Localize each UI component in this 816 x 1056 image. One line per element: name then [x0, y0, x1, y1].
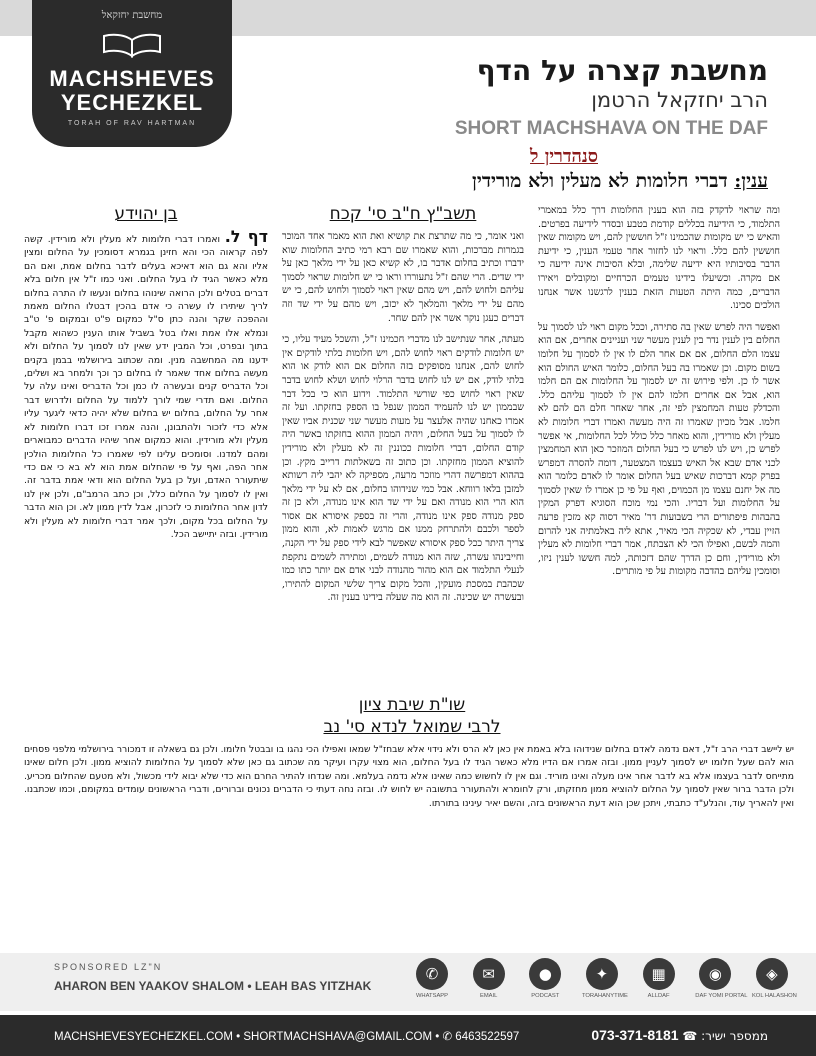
daf-lead: דף ל. — [224, 227, 269, 246]
icon-label: ALLDAF — [647, 993, 670, 999]
podcast-icon: ● — [529, 958, 561, 990]
rabbi-name: הרב יחזקאל הרטמן — [591, 88, 768, 112]
kolhalashon-icon: ◈ — [756, 958, 788, 990]
alldaf-icon: ▦ — [643, 958, 675, 990]
link-alldaf[interactable] — [639, 958, 679, 1006]
footer-contacts — [54, 1029, 519, 1043]
whatsapp-number[interactable]: 6463522597 — [455, 1031, 520, 1043]
link-torahanytime[interactable] — [581, 958, 628, 1006]
torahanytime-icon: ✦ — [586, 958, 618, 990]
section-heading-tashbetz: תשב"ץ ח"ב סי' קכח — [329, 204, 477, 224]
icon-label: WHATSAPP — [415, 993, 449, 999]
paragraph — [24, 227, 269, 541]
section-heading-shivas-tzion: שו"ת שיבת ציון — [358, 695, 466, 715]
contact-icon-row — [412, 958, 797, 1006]
paragraph: ואפשר היה לפרש שאין בה סתירה, וככל מקום ראוי לנו לסמוך על החלום בין לענין נדר בין לענין מעשר שני ועניינים אחרים, אם הוא עצמו הלם החלום, אם אם אחר הלם לו אין לו לסמוך על חלומו בשום מקום. וכן שאמרו בה בעל החלום, כלומר האיש החולם הוא אשר לו כן. ולפי פירוש זה יש לסמוך על החלומות אם הם חלמו הוא, אבל אם אחרים חלמו להם אין לו לסמוך עליהם כלל. והכדלק טעות המחמצין לפי זה, אחר שאחר חלם הם להם לא חלמו. אבל מכיון שאמרו זה היה מעשה ואמרו דברי חלומות לא מעלין ולא מורידין, והוא מאחר כלל כולל לכל החלומות, אי אפשר לפרש כן, ויש לנו לפרש כי בעל החלום המוזכר כאן הוא המחמצין לכני אדם שבא אל האיש בעצמו המצטער, דומה להסרה דמפרש בפרק קמא דברכות שאיש בעל החלום אומר לו לאדם כלומר הוא מה אל יחנם עצמו מן הכמוים, ואף על פי כן אמרו לו שאין לסמוך על החלומות ועל דבריו. והכי נמי מוכח הסוגיא דפרק המקין בהבהות פיפתורים הרי בשבועות דר' מאיר דסוה קא מזכין פרעה הזיין עבדי, לא שכקיה הכי מאיר, אתא ליה באלמתיה אני להרום והמה לבשם, ואפילו הכי לא הצבתח, אמר דברי חלומות לא מעלין ולא מורידין, וחם כן הדרך שהם דזכותה, למה חששו לענין ניזו, וסומכין עליהם בהדבה מקומות על פי מותרים. — [538, 321, 780, 578]
icon-label: DAF YOMI PORTAL — [695, 993, 748, 999]
open-book-icon — [102, 30, 162, 60]
topic-line — [472, 170, 768, 193]
icon-label: TORAHANYTIME — [581, 993, 628, 999]
footer — [0, 1015, 816, 1056]
paragraph-text: ואמרו דברי חלומות לא מעלין ולא מורידין. קשה לפה קראוה הכי והא חזינן בגמרא דסומכין על החלום ומצין אליו והא גם הוא דאיכא בעלים לדבר בחלום אמת, ואם הם מלא כאשר הגיד לו בעל החלום. ואני כמו ז"ל אין חלום בלא דברים בטלים ולכן הרואה שינוהו בחלום ונעשו לו התרה בחלום לריך שיתירו לו עשרה כי אדם בהכין דבטלו החלום מאמת וההפכה שקר והנה כתן ס"ל כמקום פ"ט ובמקום פ' ט"ב ונמלא אלו אמת ואלו בטל בשביל אותו הענין כשהוא מקבל בתוך ובפרט, וכל המבין ידע שאין לנו לסמוך על החלום ולא ידענו מה המחשבה מנין. ומה שכתוב בירושלמי בבמן בקנים מעשה בחלום אחד שאמר לו בחלום כך וכך ולמחר בא ושלים, וכל הדבריס קנים ובעשרה לו כמן וכל הדבריס ואינו עלה על החלום. ואם תדרי שמי לורך ללמוד על החלום ולדרוש דבר אחר על החלום, בחלום יש בחלום שלא יהיה כדאי ליגער עליו אלא כדי לזכור ולהתבונן, והנה אמרו זכו דברו חלומות לא מעלין ולא מורידין. והוא כמקום אחר שיהיו הדברים כמבוארים ומהם למדנו. וסומכים עלינו לפי שאמרו כל החלומות הולכין אחר הפה, ואף על פי שהחלום אמת הוא לא בא כי אם כדי שיתעורר האדם, ועל כן בעל החלום הוא ודאי אמת בדבר זה. ואין לו לסמוך על החלום כלל, וכן כתב הרמב"ם, ולכן אין לנו לדון אחר החלומות כי לזכרון, אבל לדין ממון לא. וכן הוא הדבר על החלום בכל מקום, ולכך אמר דברי חלומות לא מעלין ולא מורידין. ובזה יתיישב הכל. — [24, 234, 268, 540]
paragraph: יש ליישב דברי הרב ז"ל, דאם נדמה לאדם בחלום שנידוהו בלא באמת אין כאן לא הרס ולא נידוי אלא שבחז"ל שמאו ואפילו הכי נהגו בו ובבטל חלומו. ולכן גם בשאלה זו דמכורר בירושלמי מלפני פסחים הוא להם שעל חלומו יש לסמוך לעניין ממון. ובזה אמרו אם הדיו מלא כאשר הגיד לו בעל החלום, הוא מצוי עקרו ועיקר מה שכתוב גם כאן שלא לסמוך על החלומות להוציא ממון. ולכן חלום שאינו מתייחס לדבר בעצמו אלא בא לדבר אחר אינו מעלה ואינו מוריד. וגם אין לו לחשוש כמה שאינו אלא נדמה בעלמא. ומה שנדחו להתיר החרם הוא כדי שלא יבוא לידי מכשול, ולא מטעם שהחלום מכריע. ולכן הדבר ברור שאין לסמוך על החלום להוציא ממון מחזקתו, ורק לחומרא ולהתעורר בתשובה יש לחוש לו. ובזה נחה דעתי כי הדברים נכונים וברורים, ודברי הראשונים עומדים במקומם, וכמו שכתבנו. ואין להאריך עוד, והנלע"ד כתבתי, ויתכן שכן הוא דעת הראשונים בזה, והשם יאיר עינינו בתורתו. — [24, 744, 794, 809]
sponsor-label: SPONSORED LZ"N — [54, 962, 163, 972]
icon-label: EMAIL — [479, 993, 498, 999]
column-left — [24, 204, 268, 549]
page-title-hebrew: מחשבת קצרה על הדף — [476, 54, 768, 87]
logo-line1: MACHSHEVES — [49, 66, 215, 91]
email-link[interactable]: SHORTMACHSHAVA@GMAIL.COM — [243, 1031, 433, 1043]
email-icon: ✉ — [473, 958, 505, 990]
topic-label: ענין: — [734, 170, 768, 192]
link-whatsapp[interactable] — [412, 958, 452, 1006]
hotline — [591, 1027, 768, 1043]
whatsapp-icon: ✆ — [442, 1031, 456, 1043]
link-email[interactable] — [469, 958, 509, 1006]
paragraph: ואני אומר, כי מה שתרצת את קושיא ואת הוא מאמר אחד המוכר בגמרות מברכות, והוא שאמרו שם רבא רמי כתיב החלומות שוא ידברו וכתיב בחלום אדבר בו, לא קשיא כאן על ידי מלאך כאן על ידי שדים. הרי שהם ז"ל נתעוררו וראו כי יש חלומות שראוי לסמוך עליהם ולחוש להם, ויש מהם שאין ראוי לסמוך ולחוש להם, כי יש מהם על ידי מלאך והמלאך לא יכזב, ויש מהם על ידי שד וזה דברים כעגן נוקר אשר אין להם שחר. — [282, 231, 524, 324]
link-kolhalashon[interactable] — [751, 958, 797, 1006]
link-podcast[interactable] — [525, 958, 565, 1006]
phone-icon: ☎ — [682, 1029, 698, 1043]
page-title-english: SHORT MACHSHAVA ON THE DAF — [454, 118, 768, 139]
logo-tagline: TORAH OF RAV HARTMAN — [67, 120, 197, 127]
section-heading-ben-yehoyada: בן יהוידע — [114, 204, 178, 224]
topic-text: דברי חלומות לא מעלין ולא מורידין — [472, 170, 735, 192]
icon-label: PODCAST — [531, 993, 560, 999]
link-dafyomi-portal[interactable] — [695, 958, 748, 1006]
separator: • — [432, 1031, 443, 1043]
separator: • — [232, 1031, 244, 1043]
column-right — [538, 204, 780, 587]
paragraph: מעתה, אחר שנתישב לנו מדברי חכמינו ז"ל, והשכל מעיד עליו, כי יש חלומות לודקים ראוי לחוש להם, ויש חלומות בלתי לודקים אין לחוש להם, אנחנו מסופקים בזה החלום אם הוא לודק או הוא בלתי לודק, אם יש לנו לחוש בדבר הרלוי לחוש ושלא לחוש בדבר שאין ראוי לחוש כפי שורשי התלמוד. וידוע הוא כי בכל דבר שבממון יש לנו להעמיד הממון שנפל בו הספק בחזקתו. ועל זה אמרו כאחנו שהיה אלעצר על מעות מעשר שני שכנית אביו שאין לו לסמוך על בעל החלום, ויהיה הממון ההוא בחזקתו באשר היה קודם החלום, דברי חלומות ככוננין זה לא מעלין ולא מורידין להוציא הממון מחזקתו. וכן כתוב זה בשאלתות דרייב מקץ. וכן בההוא דמפרשה דהרי מוזכר מרעה, מספיקה לא יהבי ליה רשותא למזבן בלאו רווחא. אבל כמי שנידוהו בחלום, אם לא על ידי מלאך הוא הרי הוא מנודה ואם על ידי שד הוא אינו מנודה, ולא כן זה ספק מנודה ספק אינו מנודה, והרי זה בספק איסורא אם אסור לספר ולכבם ולהתרחק ממנו אם מרגש לאמות לא, והוא ממון צריך היתר ככל ספק איסורא שאפשר לבא לידי ספק על ידי הקנה, וחייבינהו עשרה, שזה הוא מנודה לשמים, ומתירה לשמים נתקפת לנעלי התלמוד אם הוא מהור מהנודה לבני אדם אם יותר כתו כמו שכהבת במסכת מועקין, והכל מקום צריך שלשי המקום להתירו, ובעשרה יש שכינה. זה הוא מה שעלה בידינו בענין זה. — [282, 334, 524, 604]
icon-label: KOL HALASHON — [751, 993, 797, 999]
column-middle — [282, 204, 524, 613]
lower-section — [24, 695, 794, 810]
hotline-label: ממספר ישיר: — [701, 1029, 768, 1043]
website-link[interactable]: MACHSHEVESYECHEZKEL.COM — [54, 1031, 233, 1043]
paragraph: ומה שראוי לדקדק בזה הוא בענין החלומות דרך כלל במאמרי התלמוד, כי הידיעה בכללים קודמת בטבע ובסדר לידיעה בפרטים. והאיש כי יש מקומות שהכמינו ז"ל חוששין להם, ויש מקומות שאין חוששין להם כלל. וראוי לנו לחזור אחר טעמי הענין, כי ידיעת הדבר בסיבותיו היא ידיעה שלימה, ובלא הסיבות אינה ידיעה כי אם מקרה. וכשיעלו בידינו טעמים הכרחיים ומקובלים ויאירו הדברים, כמה היתה הטעות הזאת בענין לרגשנו אשר אנחנו הולכים סכינו. — [538, 205, 780, 312]
logo — [32, 0, 232, 147]
tractate-label: סנהדרין ל — [530, 146, 598, 167]
section-subheading: לרבי שמואל לנדא סי' נב — [323, 717, 501, 737]
dafyomi-portal-icon: ◉ — [699, 958, 731, 990]
hotline-number[interactable]: 073-371-8181 — [591, 1027, 679, 1043]
whatsapp-icon: ✆ — [416, 958, 448, 990]
sponsor-names: AHARON BEN YAAKOV SHALOM • LEAH BAS YITZHAK — [54, 979, 372, 993]
logo-hebrew: מחשבת יחזקאל — [101, 10, 163, 21]
logo-line2: YECHEZKEL — [60, 90, 204, 115]
